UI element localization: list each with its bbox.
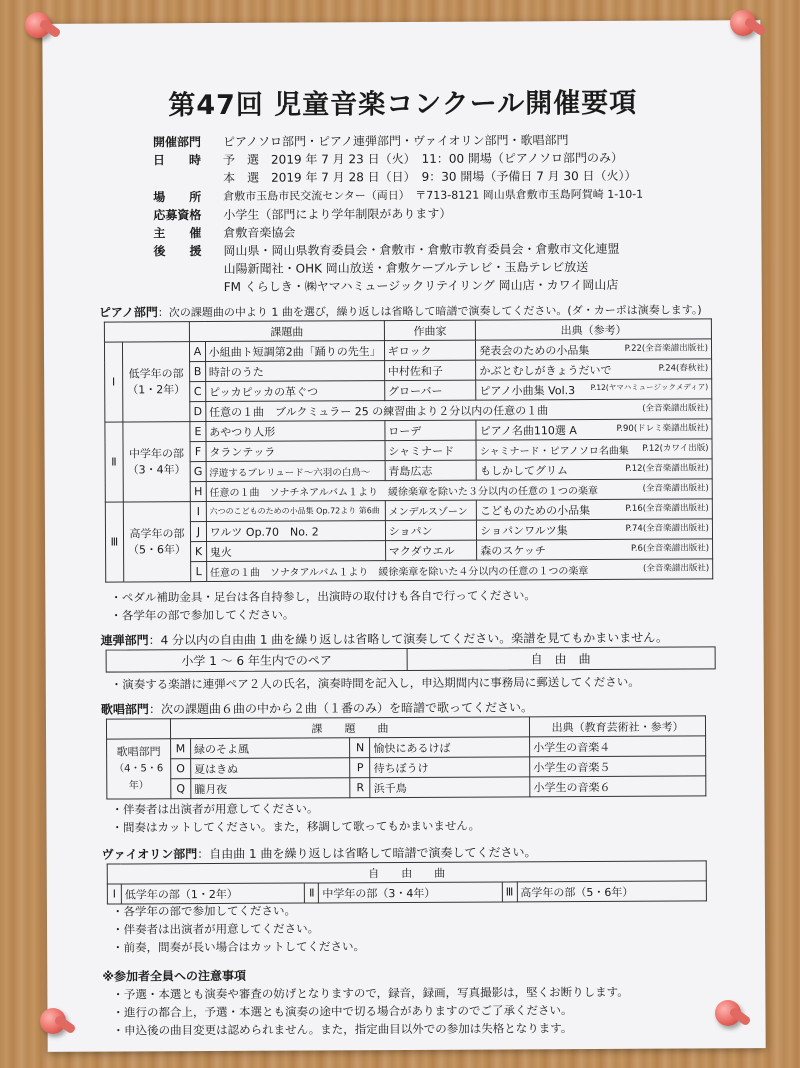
- table-row: [106, 559, 713, 582]
- header-piece: 課題曲: [190, 321, 385, 342]
- piece-key: C: [190, 382, 206, 402]
- choir-note: ・伴奏者は出演者が用意してください。: [111, 801, 319, 817]
- violin-note: ・各学年の部で参加してください。: [111, 903, 296, 919]
- piece-span: 任意の１曲 ソナタアルバム１より 緩徐楽章を除いた４分以内の任意の１つの楽章: [209, 566, 589, 580]
- piece-source: ピアノ名曲110選 A: [479, 423, 577, 438]
- info-value: 本 選 2019 年 7 月 28 日（日） 9：30 開場（予備日 7 月 30 日（火））: [223, 168, 637, 185]
- info-value: 倉敷音楽協会: [223, 225, 296, 240]
- piece-title: 待ちぼうけ: [370, 757, 530, 778]
- duet-section-heading: [100, 629, 668, 649]
- group-name: 低学年の部: [128, 366, 184, 380]
- caution-item: ・予選・本選とも演奏や審査の妨げとなりますので，録音，録画，写真撮影は，堅くお断りします。: [112, 984, 629, 1002]
- piece-key: M: [170, 739, 190, 759]
- piece-key: P: [350, 758, 370, 778]
- piece-title: 浮遊するプレリュード〜六羽の白鳥〜: [206, 461, 385, 482]
- group-name: 高学年の部: [129, 526, 185, 540]
- info-value: 予 選 2019 年 7 月 23 日（火） 11：00 開場（ピアノソロ部門のみ）: [222, 150, 623, 167]
- piece-span: 任意の１曲 ブルクミュラー 25 の練習曲より２分以内の任意の１曲: [209, 403, 549, 419]
- info-label: 応募資格: [153, 208, 202, 223]
- piece-source: ショパンワルツ集: [480, 523, 568, 538]
- group-grades: （3・4年）: [127, 462, 186, 476]
- pushpin-icon: [25, 12, 51, 38]
- pushpin-icon: [730, 10, 756, 36]
- info-value: FM くらしき・㈱ヤマハミュージックリテイリング 岡山店・カワイ岡山店: [223, 277, 619, 294]
- piece-key: F: [190, 442, 206, 462]
- piece-title: ピッカピッカの革ぐつ: [205, 381, 384, 402]
- piano-note: ・ペダル補助金具・足台は各自持参し，出演時の取付けも各自で行ってください。: [110, 588, 536, 605]
- info-value: 岡山県・岡山県教育委員会・倉敷市・倉敷市教育委員会・倉敷市文化連盟: [223, 241, 620, 258]
- choir-section-heading: [101, 698, 533, 717]
- header-composer: 作曲家: [384, 320, 476, 340]
- piece-page: (全音楽譜出版社): [642, 483, 709, 494]
- piece-title: タランテッラ: [206, 441, 385, 462]
- duet-desc: ：4 分以内の自由曲 1 曲を繰り返しは省略して演奏してください。楽譜を見てもかまいません。: [148, 630, 669, 648]
- piece-source: 小学生の音楽６: [530, 776, 706, 797]
- piece-source: 小学生の音楽５: [530, 756, 706, 777]
- piece-page: (全音楽譜出版社): [643, 563, 710, 574]
- piece-title: 浜千鳥: [370, 777, 530, 798]
- piece-title: 夏はきぬ: [191, 758, 351, 779]
- cat-number: Ⅱ: [305, 883, 319, 903]
- piece-key: L: [191, 562, 207, 582]
- pushpin-icon: [715, 1000, 741, 1026]
- piece-composer: メンデルスゾーン: [385, 500, 477, 520]
- piece-key: G: [190, 462, 206, 482]
- piece-key: A: [190, 342, 206, 362]
- info-value: 山陽新聞社・OHK 岡山放送・倉敷ケーブルテレビ・玉島テレビ放送: [223, 260, 589, 276]
- cat-number: Ⅲ: [502, 882, 517, 902]
- piece-key: R: [350, 778, 370, 798]
- pushpin-icon: [40, 1008, 66, 1034]
- piece-key: H: [190, 482, 206, 502]
- piano-section-heading: [99, 300, 702, 320]
- piece-source: 発表会のための小品集: [479, 343, 590, 358]
- piece-key: I: [191, 502, 207, 522]
- group-grades: （1・2年）: [127, 382, 186, 396]
- piece-source: 小学生の音楽４: [530, 736, 706, 757]
- piece-composer: シャミナード: [385, 440, 477, 460]
- piece-title: あやつり人形: [206, 421, 385, 442]
- duet-pair: 小学 1 〜 6 年生内でのペア: [181, 653, 332, 669]
- piece-title: 緑のそよ風: [190, 738, 350, 759]
- piece-title: 小組曲ト短調第2曲「踊りの先生」: [205, 341, 384, 362]
- violin-note: ・伴奏者は出演者が用意してください。: [112, 921, 320, 937]
- group-grades: （5・6年）: [128, 542, 187, 556]
- piece-page: P.74(全音楽譜出版社): [625, 522, 709, 534]
- info-label: 日 時: [152, 153, 202, 168]
- notice-paper: [42, 20, 765, 1052]
- piece-title: 六つのこどものための小品集 Op.72より 第6曲: [206, 501, 385, 522]
- piece-source: ピアノ小曲集 Vol.3: [479, 383, 576, 398]
- piece-page: P.90(ドレミ楽譜出版社): [616, 422, 709, 434]
- choir-heading: 歌唱部門: [100, 702, 149, 717]
- duet-box: [106, 646, 716, 672]
- piece-page: (全音楽譜出版社): [642, 402, 709, 414]
- header-source: 出典（教育芸術社・参考）: [530, 716, 706, 737]
- piece-page: P.22(全音楽譜出版社): [624, 342, 709, 354]
- info-label: 開催部門: [152, 135, 201, 150]
- table-row: [107, 881, 706, 904]
- piece-title: 時計のうた: [205, 361, 384, 382]
- piece-page: P.12(カワイ出版): [642, 443, 709, 454]
- violin-section-heading: [102, 843, 537, 862]
- info-value: ピアノソロ部門・ピアノ連弾部門・ヴァイオリン部門・歌唱部門: [222, 133, 569, 149]
- piece-key: E: [190, 422, 206, 442]
- header-piece: 課 題 曲: [170, 717, 529, 739]
- piano-table: [104, 318, 713, 582]
- choir-note: ・間奏はカットしてください。また，移調して歌ってもかまいません。: [111, 818, 481, 835]
- violin-free: 自 由 曲: [107, 861, 706, 884]
- piece-key: N: [350, 738, 370, 758]
- piece-page: P.12(ヤマハミュージックメディア): [590, 381, 709, 392]
- violin-table: [107, 860, 707, 904]
- caution-item: ・申込後の曲目変更は認められません。また，指定曲目以外での参加は失格となります。: [112, 1021, 573, 1038]
- piece-key: D: [190, 402, 206, 422]
- piece-source: 森のスケッチ: [480, 543, 546, 558]
- piece-composer: ローデ: [385, 420, 477, 440]
- piece-title: 愉快にあるけば: [370, 737, 530, 758]
- piece-composer: 青島広志: [385, 460, 477, 480]
- info-label: 主 催: [153, 226, 202, 241]
- cat-name: 低学年の部（1・2年）: [121, 883, 305, 904]
- group-number: Ⅱ: [105, 422, 123, 502]
- duet-note: ・演奏する楽譜に連弾ペア２人の氏名，演奏時間を記入し，申込期間内に事務局に郵送してください。: [110, 674, 640, 692]
- piece-title: 朧月夜: [191, 778, 351, 799]
- piece-key: Q: [171, 779, 191, 799]
- piece-key: K: [191, 542, 207, 562]
- piece-page: P.12(全音楽譜出版社): [625, 462, 709, 474]
- info-value: 小学生（部門により学年制限があります）: [223, 206, 452, 222]
- caution-item: ・進行の都合上，予選・本選とも演奏の途中で切る場合がありますのでご了承ください。: [112, 1003, 573, 1020]
- piece-composer: ショパン: [385, 520, 477, 540]
- violin-desc: ：自由曲 1 曲を繰り返しは省略して暗譜で演奏してください。: [197, 845, 537, 862]
- piano-desc: ：次の課題曲の中より 1 曲を選び，繰り返しは省略して暗譜で演奏してください。(ダ・カーポは演奏します。): [157, 303, 702, 320]
- piano-note: ・各学年の部で参加してください。: [110, 607, 295, 623]
- cat-number: Ⅰ: [107, 884, 121, 904]
- info-label: 後 援: [153, 244, 202, 259]
- choir-desc: ：次の課題曲６曲の中から２曲（１番のみ）を暗譜で歌ってください。: [148, 700, 533, 717]
- piece-page: P.24(春秋社): [658, 362, 709, 374]
- piece-span: 任意の１曲 ソナチネアルバム１より 緩徐楽章を除いた３分以内の任意の１つの楽章: [209, 485, 599, 500]
- piece-key: J: [191, 522, 207, 542]
- page-title: 第47回 児童音楽コンクール開催要項: [168, 87, 638, 122]
- duet-free: 自 由 曲: [530, 652, 591, 667]
- piece-source: こどものための小品集: [480, 503, 591, 518]
- cat-name: 中学年の部（3・4年）: [319, 882, 503, 903]
- choir-grades: （4・5・6年）: [114, 762, 164, 791]
- choir-group: 歌唱部門: [116, 744, 161, 759]
- piece-page: P.6(全音楽譜出版社): [630, 542, 710, 554]
- piece-title: ワルツ Op.70 No. 2: [206, 521, 385, 542]
- piece-source: シャミナード・ピアノソロ名曲集: [479, 445, 629, 458]
- choir-table: [106, 715, 706, 799]
- piece-source: もしかしてグリム: [479, 463, 568, 478]
- header-source: 出典（参考）: [476, 319, 712, 340]
- piece-composer: マクダウエル: [385, 540, 477, 560]
- duet-heading: 連弾部門: [100, 633, 149, 648]
- violin-heading: ヴァイオリン部門: [101, 847, 198, 862]
- piece-title: 鬼火: [206, 541, 385, 562]
- info-value: 倉敷市玉島市民交流センター（両日） 〒713-8121 岡山県倉敷市玉島阿賀崎 1-10-1: [223, 187, 644, 203]
- cat-name: 高学年の部（5・6年）: [517, 881, 707, 902]
- piece-composer: 中村佐和子: [384, 360, 476, 380]
- piece-composer: グローバー: [384, 380, 476, 400]
- group-name: 中学年の部: [128, 446, 185, 460]
- piece-key: B: [190, 362, 206, 382]
- piece-source: かぶとむしがきょうだいで: [479, 363, 612, 378]
- piece-key: O: [171, 759, 191, 779]
- piece-composer: ギロック: [384, 340, 476, 360]
- violin-note: ・前奏，間奏が長い場合はカットしてください。: [112, 939, 366, 955]
- caution-heading: ※参加者全員への注意事項: [102, 968, 247, 984]
- group-number: Ⅰ: [104, 342, 122, 422]
- table-row: [107, 776, 706, 799]
- piece-page: P.16(全音楽譜出版社): [625, 502, 709, 514]
- piano-heading: ピアノ部門: [98, 305, 158, 320]
- group-number: Ⅲ: [105, 502, 123, 582]
- info-label: 場 所: [153, 190, 202, 205]
